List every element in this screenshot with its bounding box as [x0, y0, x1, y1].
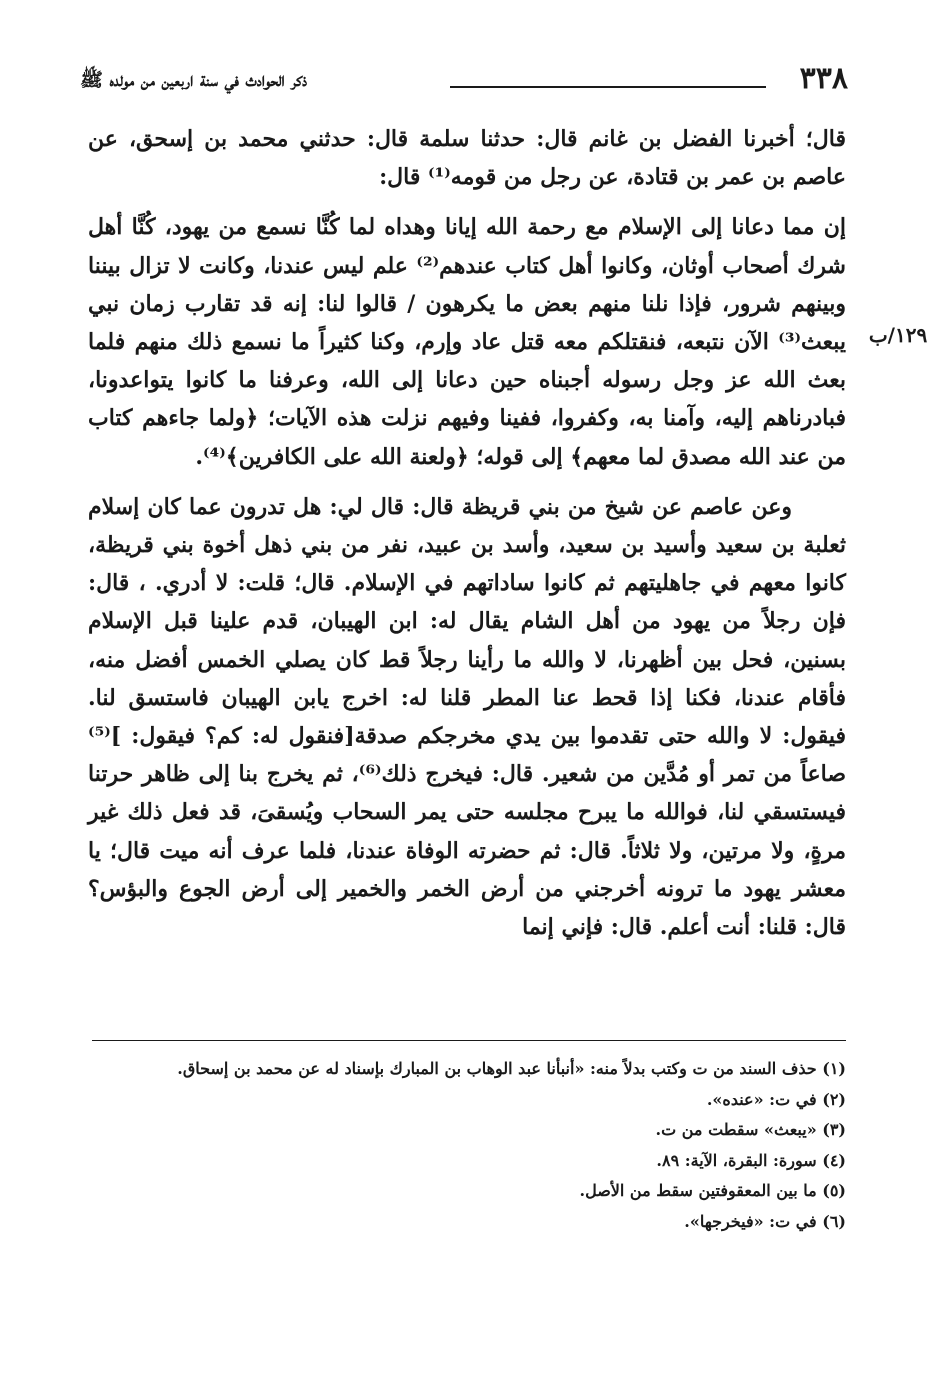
page-number: ٣٣٨ [799, 61, 848, 96]
narration-end: ⁽⁴⁾. [195, 443, 226, 470]
footnote-item: (٤) سورة: البقرة، الآية: ٨٩. [656, 1150, 846, 1170]
paragraph-narration [88, 208, 846, 475]
quran-verse-1: ﴿ولما جاءهم كتاب من عند الله مصدق لما معهم﴾ [88, 405, 846, 470]
main-text [88, 120, 846, 946]
manuscript-folio-marker: ١٢٩/ب [868, 323, 928, 347]
narration-text: إن مما دعانا إلى الإسلام مع رحمة الله إيانا وهداه لما كُنَّا نسمع من يهود، كُنَّا أهل شرك أصحاب أوثان، وكانوا أهل كتاب عندهم⁽²⁾ علم ليس عندنا، وكانت لا تزال بيننا وبينهم شرور، فإذا نلنا منهم بعض ما يكرهون / قالوا لنا: إنه قد تقارب زمان نبي يبعث⁽³⁾ الآن نتبعه، فنقتلكم معه قتل عاد وإرم، وكنا كثيراً ما نسمع ذلك منهم فلما بعث الله عز وجل رسوله أجبناه حين دعانا إلى الله، وعرفنا ما كانوا يتواعدونا، فبادرناهم إليه، وآمنا به، وكفروا، ففينا وفيهم نزلت هذه الآيات؛ [88, 214, 846, 432]
footnote-item: (٢) في ت: «عنده». [706, 1089, 846, 1109]
footnote-item: (٥) ما بين المعقوفتين سقط من الأصل. [579, 1181, 846, 1200]
footnotes [88, 1054, 846, 1237]
footnote-item: (٦) في ت: «فيخرجها». [684, 1211, 846, 1231]
footnote-item: (٣) «يبعث» سقطت من ت. [655, 1120, 846, 1139]
quran-verse-2: ﴿ولعنة الله على الكافرين﴾ [225, 443, 469, 470]
page-header [80, 62, 848, 102]
footnote-item: (١) حذف السند من ت وكتب بدلاً منه: «أنبأنا عبد الوهاب بن المبارك بإسناد له عن محمد بن إسحاق. [177, 1059, 846, 1078]
running-title: ذكر الحوادث في سنة اربعين من مولده ﷺ [80, 69, 308, 91]
narration-connector: إلى قوله؛ [468, 443, 571, 470]
header-rule [450, 86, 766, 88]
footnote-divider [92, 1040, 846, 1041]
paragraph-ibn-al-hayyaban: وعن عاصم عن شيخ من بني قريظة قال: قال لي: هل تدرون عما كان إسلام ثعلبة بن سعيد وأسيد بن سعيد، وأسد بن عبيد، نفر من بني ذهل أخوة بني قريظة، كانوا معهم في جاهليتهم ثم كانوا ساداتهم في الإسلام. قال؛ قلت: لا أدري. ، قال: فإن رجلاً من يهود من أهل الشام يقال له: ابن الهيبان، قدم علينا قبل الإسلام بسنين، فحل بين أظهرنا، لا والله ما رأينا رجلاً قط كان يصلي الخمس أفضل منه، فأقام عندنا، فكنا إذا قحط عنا المطر قلنا له: اخرج يابن الهيبان فاستسق لنا. فيقول: لا والله حتى تقدموا بين يدي مخرجكم صدقة[فنقول له: كم؟ فيقول: ]⁽⁵⁾ صاعاً من تمر أو مُدَّين من شعير. قال: فيخرج ذلك⁽⁶⁾، ثم يخرج بنا إلى ظاهر حرتنا فيستسقي لنا، فوالله ما يبرح مجلسه حتى يمر السحاب ويُسقىَ، قد فعل ذلك غير مرةٍ، ولا مرتين، ولا ثلاثاً. قال: ثم حضرته الوفاة عندنا، فلما عرف أنه ميت قال؛ يا معشر يهود ما ترونه أخرجني من أرض الخمر والخمير إلى أرض الجوع والبؤس؟ قال: قلنا: أنت أعلم. قال: فإني إنما [88, 493, 846, 941]
paragraph-isnad: قال؛ أخبرنا الفضل بن غانم قال: حدثنا سلمة قال: حدثني محمد بن إسحق، عن عاصم بن عمر بن قتادة، عن رجل من قومه⁽¹⁾ قال: [88, 126, 846, 191]
